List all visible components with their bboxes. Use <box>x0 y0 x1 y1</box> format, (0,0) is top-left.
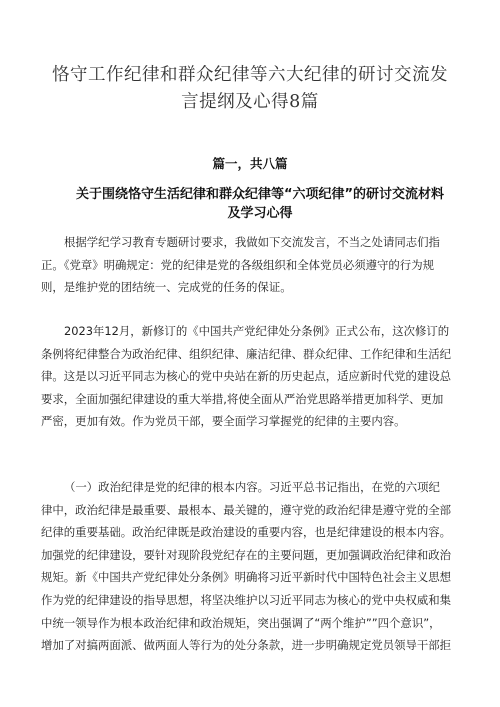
paragraph-line: 加强党的纪律建设，要针对现阶段党纪存在的主要问题，更加强调政治纪律和政治 <box>41 547 452 562</box>
paragraph-intro <box>41 231 461 299</box>
paragraph-line: 纪律的重要基础。政治纪律既是政治建设的重要内容，也是纪律建设的根本内容。 <box>41 525 452 540</box>
paragraph-line: 严密，更加有效。作为党员干部，要全面学习掌握党的纪律的主要内容。 <box>41 414 406 429</box>
document-title-line: 言提纲及心得8篇 <box>181 92 319 112</box>
paragraph-regulation <box>41 320 461 433</box>
paragraph-line: 中统一领导作为根本政治纪律和政治规矩，突出强调了“两个维护””四个意识”， <box>41 615 441 630</box>
paragraph-line: 根据学纪学习教育专题研讨要求，我做如下交流发言，不当之处请同志们指 <box>64 235 440 249</box>
paragraph-line: （一）政治纪律是党的纪律的根本内容。习近平总书记指出，在党的六项纪 <box>64 480 440 494</box>
paragraph-line: 律。这是以习近平同志为核心的党中央站在新的历史起点，适应新时代党的建设总 <box>41 369 452 384</box>
article-title-line: 及学习心得 <box>227 206 293 221</box>
article-title-line: 关于围绕恪守生活纪律和群众纪律等“六项纪律”的研讨交流材料 <box>75 187 445 202</box>
document-title-line: 恪守工作纪律和群众纪律等六大纪律的研讨交流发 <box>52 65 448 85</box>
article-title <box>40 185 480 223</box>
paragraph-line: 正。《党章》明确规定：党的纪律是党的各级组织和全体党员必须遵守的行为规 <box>41 257 434 272</box>
paragraph-line: 律中，政治纪律是最重要、最根本、最关键的，遵守党的政治纪律是遵守党的全部 <box>41 502 452 517</box>
paragraph-political-discipline <box>41 476 461 657</box>
paragraph-line: 规矩。新《中国共产党纪律处分条例》明确将习近平新时代中国特色社会主义思想 <box>41 570 452 585</box>
paragraph-line: 则，是维护党的团结统一、完成党的任务的保证。 <box>41 280 292 295</box>
section-label: 篇一，共八篇 <box>212 156 288 171</box>
paragraph-line: 2023年12月，新修订的《中国共产党纪律处分条例》正式公布，这次修订的 <box>64 324 450 338</box>
paragraph-line: 要求，全面加强纪律建设的重大举措,将使全面从严治党思路举措更加科学、更加 <box>41 391 444 406</box>
paragraph-line: 条例将纪律整合为政治纪律、组织纪律、廉洁纪律、群众纪律、工作纪律和生活纪 <box>41 346 452 361</box>
document-title <box>40 62 460 116</box>
paragraph-line: 增加了对搞两面派、做两面人等行为的处分条款，进一步明确规定党员领导干部拒 <box>41 638 452 653</box>
paragraph-line: 作为党的纪律建设的指导思想，将坚决维护以习近平同志为核心的党中央权威和集 <box>41 592 452 607</box>
